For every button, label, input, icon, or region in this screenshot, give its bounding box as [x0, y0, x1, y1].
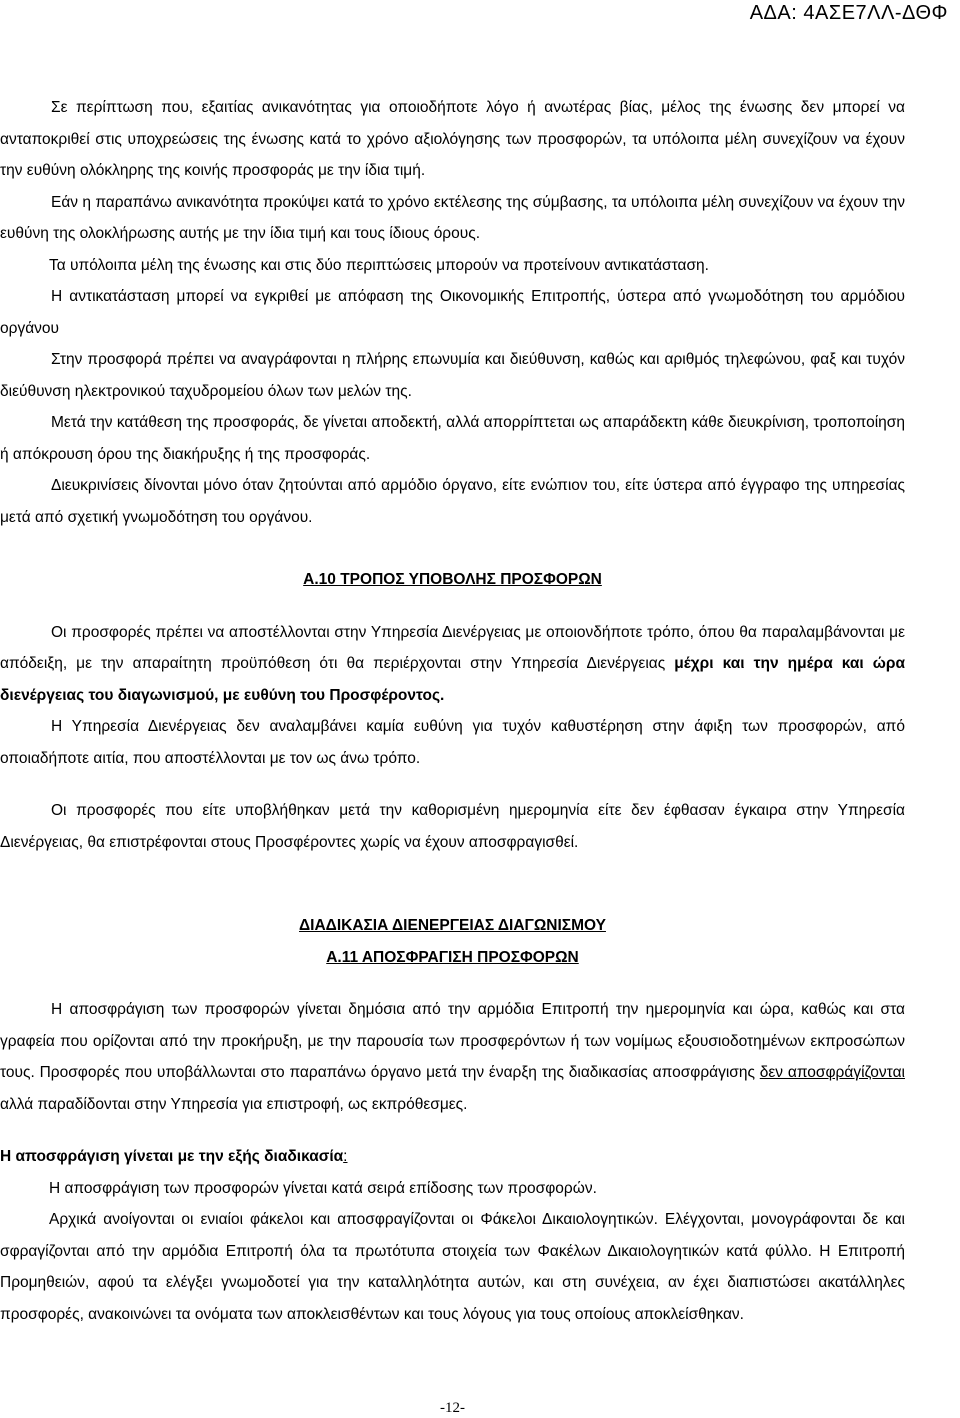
- paragraph-11-text: Η αποσφράγιση των προσφορών γίνεται δημόσια από την αρμόδια Επιτροπή την ημερομηνία και ώρα, καθώς και στα γραφεία που ορίζονται από την προκήρυξη, με την παρουσία των προσφερόντων ή των νομίμως εξουσιοδοτημένων εκπροσώπων τους. Προσφορές που υποβάλλωνται στο παραπάνω όργανο μετά την έναρξη της διαδικασίας αποσφράγισης: [0, 1001, 905, 1081]
- paragraph-8: [0, 617, 905, 712]
- paragraph-12: [0, 1141, 905, 1173]
- paragraph-8-bold: μέχρι και την ημέρα και ώρα διενέργειας του διαγωνισμού, με ευθύνη του Προσφέροντος.: [0, 655, 905, 704]
- procedure-label: Η αποσφράγιση γίνεται με την εξής διαδικασία: [0, 1148, 344, 1165]
- paragraph-11: [0, 994, 905, 1120]
- heading-a11: Α.11 ΑΠΟΣΦΡΑΓΙΣΗ ΠΡΟΣΦΟΡΩΝ: [326, 948, 579, 966]
- paragraph-10: Οι προσφορές που είτε υποβλήθηκαν μετά την καθορισμένη ημερομηνία είτε δεν έφθασαν έγκαιρα στην Υπηρεσία Διενέργειας, θα επιστρέφονται στους Προσφέροντες χωρίς να έχουν αποσφραγισθεί.: [0, 802, 905, 851]
- paragraph-6: Μετά την κατάθεση της προσφοράς, δε γίνεται αποδεκτή, αλλά απορρίπτεται ως απαράδεκτη κάθε διευκρίνιση, τροποποίηση ή απόκρουση όρου της διακήρυξης ή της προσφοράς.: [0, 414, 905, 463]
- page-number: -12-: [440, 1400, 465, 1416]
- paragraph-4: Η αντικατάσταση μπορεί να εγκριθεί με απόφαση της Οικονομικής Επιτροπής, ύστερα από γνωμοδότηση του αρμόδιου οργάνου: [0, 288, 905, 337]
- paragraph-11-tail: αλλά παραδίδονται στην Υπηρεσία για επιστροφή, ως εκπρόθεσμες.: [0, 1095, 468, 1113]
- paragraph-3: Τα υπόλοιπα μέλη της ένωσης και στις δύο περιπτώσεις μπορούν να προτείνουν αντικατάσταση.: [49, 256, 709, 274]
- paragraph-9: Η Υπηρεσία Διενέργειας δεν αναλαμβάνει καμία ευθύνη για τυχόν καθυστέρηση στην άφιξη των προσφορών, από οποιαδήποτε αιτία, που αποστέλλονται με τον ως άνω τρόπο.: [0, 718, 905, 767]
- paragraph-13: Η αποσφράγιση των προσφορών γίνεται κατά σειρά επίδοσης των προσφορών.: [49, 1179, 597, 1197]
- procedure-colon: :: [343, 1148, 348, 1165]
- paragraph-5: Στην προσφορά πρέπει να αναγράφονται η πλήρης επωνυμία και διεύθυνση, καθώς και αριθμός τηλεφώνου, φαξ και τυχόν διεύθυνση ηλεκτρονικού ταχυδρομείου όλων των μελών της.: [0, 351, 905, 400]
- ada-code: ΑΔΑ: 4ΑΣΕ7ΛΛ-ΔΘΦ: [749, 2, 948, 24]
- paragraph-2: Εάν η παραπάνω ανικανότητα προκύψει κατά το χρόνο εκτέλεσης της σύμβασης, τα υπόλοιπα μέλη συνεχίζουν να έχουν την ευθύνη της ολοκλήρωσης αυτής με την ίδια τιμή και τους ίδιους όρους.: [0, 193, 905, 242]
- document-body: [0, 92, 905, 1330]
- paragraph-14: Αρχικά ανοίγονται οι ενιαίοι φάκελοι και αποσφραγίζονται οι Φάκελοι Δικαιολογητικών. Ελέγχονται, μονογράφονται δε και σφραγίζονται από την αρμόδια Επιτροπή όλα τα πρωτότυπα στοιχεία των Φακέλων Δικαιολογητικών κατά φύλλο. Η Επιτροπή Προμηθειών, αφού τα ελέγξει γνωμοδοτεί για την καταλληλότητα αυτών, και στη συνέχεια, αν έχει διαπιστώσει ακατάλληλες προσφορές, ανακοινώνει τα ονόματα των αποκλεισθέντων και τους λόγους για τους οποίους αποκλείσθηκαν.: [0, 1211, 905, 1323]
- paragraph-7: Διευκρινίσεις δίνονται μόνο όταν ζητούνται από αρμόδιο όργανο, είτε ενώπιον του, είτε ύστερα από έγγραφο της υπηρεσίας μετά από σχετική γνωμοδότηση του οργάνου.: [0, 477, 905, 526]
- heading-procedure: ΔΙΑΔΙΚΑΣΙΑ ΔΙΕΝΕΡΓΕΙΑΣ ΔΙΑΓΩΝΙΣΜΟΥ: [299, 917, 606, 934]
- paragraph-8-text: Οι προσφορές πρέπει να αποστέλλονται στην Υπηρεσία Διενέργειας με οποιονδήποτε τρόπο, όπου θα παραλαμβάνονται με απόδειξη, με την απαραίτητη προϋπόθεση ότι θα περιέρχονται στην Υπηρεσία Διενέργειας: [0, 623, 905, 672]
- heading-a10: Α.10 ΤΡΟΠΟΣ ΥΠΟΒΟΛΗΣ ΠΡΟΣΦΟΡΩΝ: [303, 571, 602, 588]
- paragraph-11-underlined: δεν αποσφράγίζονται: [759, 1064, 905, 1081]
- paragraph-1: Σε περίπτωση που, εξαιτίας ανικανότητας για οποιοδήποτε λόγο ή ανωτέρας βίας, μέλος της ένωσης δεν μπορεί να ανταποκριθεί στις υποχρεώσεις της ένωσης κατά το χρόνο αξιολόγησης των προσφορών, τα υπόλοιπα μέλη συνεχίζουν να έχουν την ευθύνη ολόκληρης της κοινής προσφοράς με την ίδια τιμή.: [0, 99, 905, 179]
